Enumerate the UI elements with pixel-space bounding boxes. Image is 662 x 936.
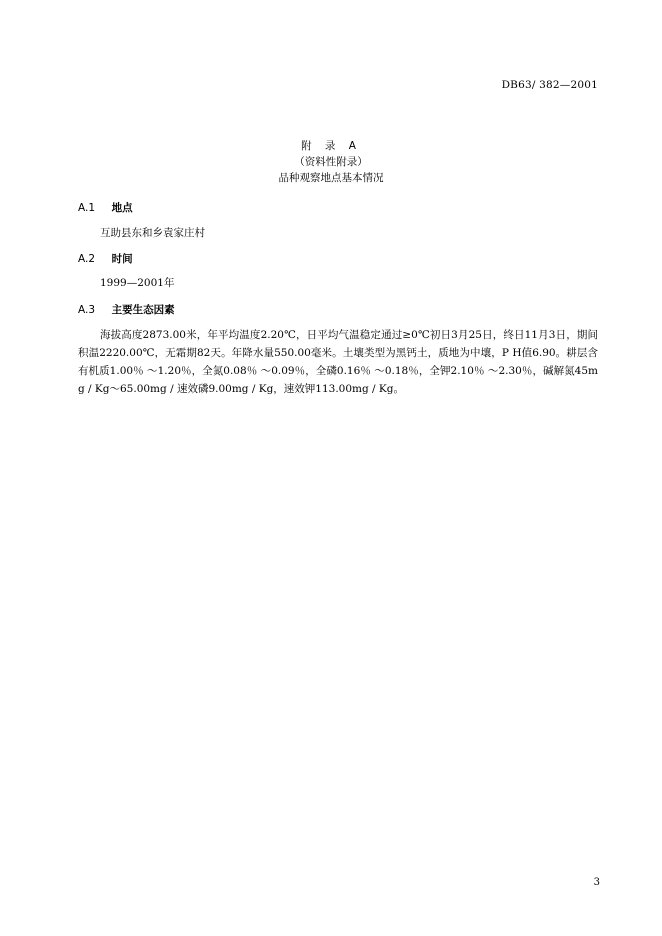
section-title: 地点 (111, 202, 133, 214)
section-heading (78, 302, 175, 317)
section-number: A.2 (78, 253, 96, 265)
section-number: A.3 (78, 304, 96, 316)
section-number: A.1 (78, 202, 96, 214)
section-text: 互助县东和乡袁家庄村 (100, 227, 205, 239)
section-heading (78, 251, 133, 266)
document-code: DB63/ 382—2001 (501, 79, 598, 91)
appendix-heading (0, 138, 662, 186)
section-title: 主要生态因素 (111, 304, 175, 316)
section-body (78, 274, 598, 292)
page-number: 3 (593, 877, 600, 888)
appendix-title: 附 录 A (301, 140, 361, 152)
section-heading (78, 200, 133, 215)
section-text: 1999—2001年 (100, 277, 175, 289)
section-title: 时间 (111, 253, 133, 265)
appendix-note: （资料性附录） (294, 156, 368, 168)
section-paragraph: 海拔高度2873.00米，年平均温度2.20℃，日平均气温稳定通过≥0℃初日3月25日，终日11月3日，期间积温2220.00℃，无霜期82天。年降水量550.00毫米。土壤类型为黑钙土，质地为中壤，P H值6.90。耕层含有机质1.00％ ～1.20％，全氮0.08％ ～0.09％，全磷0.16％ ～0.18％，全钾2.10％ ～2.30％，碱解氮45mg / Kg～65.00mg / 速效磷9.00mg / Kg，速效钾113.00mg / Kg。 (78, 329, 598, 395)
appendix-subtitle: 品种观察地点基本情况 (278, 172, 384, 184)
section-body (78, 326, 598, 398)
section-body (78, 224, 598, 242)
